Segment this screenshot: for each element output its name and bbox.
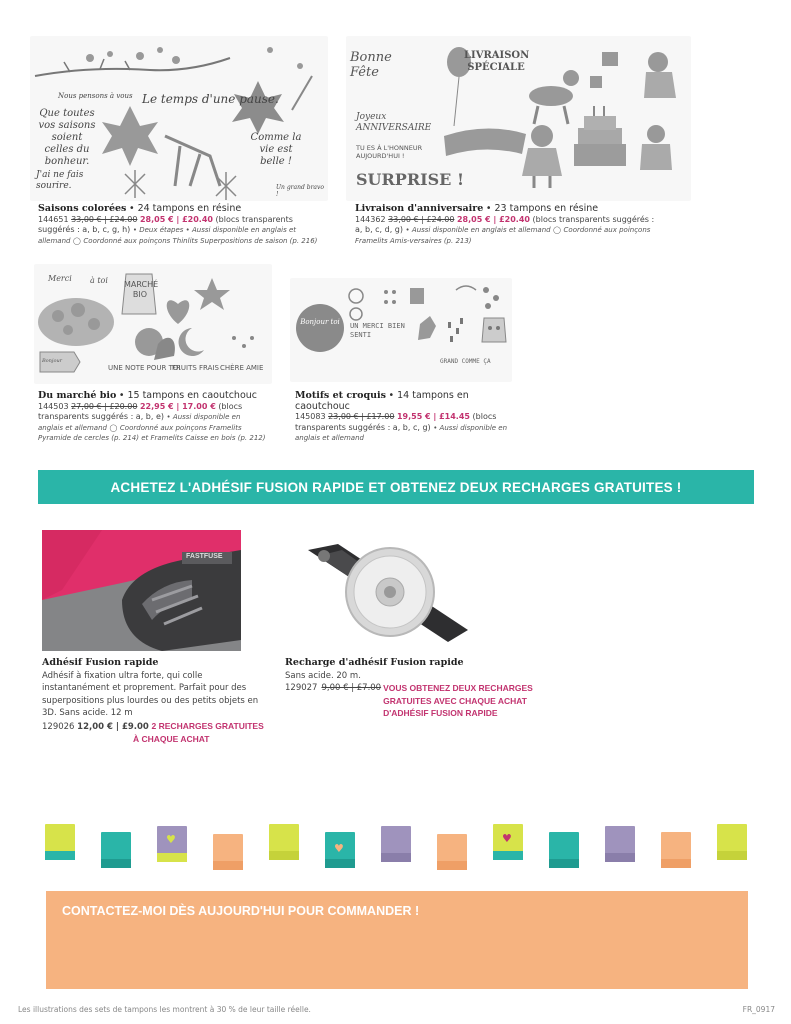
product-adhesif-fusion-rapide xyxy=(42,657,264,746)
product-recharge-fusion-rapide xyxy=(285,657,545,720)
product-name: Saisons colorées xyxy=(38,203,127,214)
stamp-phrase: MARCHÉ BIO xyxy=(124,280,159,299)
card-decoration xyxy=(717,824,747,860)
product-name: Recharge d'adhésif Fusion rapide xyxy=(285,657,464,668)
stamp-phrase: Bonjour xyxy=(42,358,63,364)
product-code: 144503 xyxy=(38,401,69,411)
promo-text: 2 RECHARGES GRATUITES xyxy=(151,720,264,731)
product-coordination: Coordonné aux poinçons Thinlits Superpositions de saison (p. 216) xyxy=(83,236,318,245)
decorative-cards-row xyxy=(0,818,791,878)
card-decoration xyxy=(381,826,411,862)
fast-fuse-photo xyxy=(42,530,241,651)
card-decoration xyxy=(157,826,187,862)
promo-text: VOUS OBTENEZ DEUX RECHARGES xyxy=(383,683,533,693)
device-label: FASTFUSE xyxy=(186,553,223,560)
product-coordination: Coordonné aux poinçons Framelits Amis-versaires (p. 213) xyxy=(355,226,651,245)
heart-icon: ♥ xyxy=(334,842,344,855)
product-code: 129027 xyxy=(285,683,318,693)
product-description: Sans acide. 20 m. xyxy=(285,670,361,681)
stamp-phrase: TU ES À L'HONNEUR AUJOURD'HUI ! xyxy=(356,144,423,160)
promo-text: GRATUITES AVEC CHAQUE ACHAT xyxy=(383,695,527,706)
stamp-phrase: Joyeux ANNIVERSAIRE xyxy=(356,112,432,133)
stamp-phrase: CHÈRE AMIE xyxy=(220,364,264,372)
stamp-phrase: Le temps d'une pause. xyxy=(142,92,279,106)
card-decoration xyxy=(45,824,75,860)
coordinate-icon: ◯ xyxy=(553,226,561,234)
stamp-set-image-motifs-croquis xyxy=(290,278,512,382)
promo-text: À CHAQUE ACHAT xyxy=(133,734,210,744)
product-note: • Aussi disponible en anglais et allemand xyxy=(38,413,241,432)
product-name: Du marché bio xyxy=(38,390,117,401)
old-price: 23,00 € | £17.00 xyxy=(328,412,395,421)
product-count: 24 tampons en résine xyxy=(137,203,242,214)
card-decoration xyxy=(493,824,523,860)
coordinate-icon: ◯ xyxy=(109,423,118,432)
card-decoration xyxy=(437,834,467,870)
card-decoration xyxy=(549,832,579,868)
product-livraison-anniversaire: Livraison d'anniversaire • 23 tampons en résine 144362 33,00 € | £24.00 28,05 € | £20.40 (blocs transparents suggérés : a, b, c, d, g) • Aussi disponible en anglais et allemand ◯ Coordonné aux poinçons Framelits Amis-versaires (p. 213) xyxy=(355,203,655,245)
card-decoration xyxy=(213,834,243,870)
sale-price: 28,05 € | £20.40 xyxy=(139,214,213,224)
product-blocks: (blocs transparents suggérés : a, b, e) xyxy=(38,401,243,421)
coordinate-icon: ◯ xyxy=(73,236,81,245)
card-decoration xyxy=(605,826,635,862)
product-note: • Aussi disponible en anglais et allemand xyxy=(405,226,551,234)
sale-price: 22,95 € | 17.00 € xyxy=(139,401,216,411)
stamp-set-image-marche-bio xyxy=(34,264,272,384)
stamp-phrase: SURPRISE ! xyxy=(356,170,464,189)
product-note: • Deux étapes • Aussi disponible en anglais et allemand xyxy=(38,226,297,245)
old-price: 33,00 € | £24.00 xyxy=(388,214,455,224)
stamp-set-image-saisons xyxy=(30,36,328,201)
stamp-phrase: UNE NOTE POUR TOI xyxy=(108,364,181,372)
heart-icon: ♥ xyxy=(166,833,176,846)
old-price: 33,00 € | £24.00 xyxy=(71,214,138,224)
product-code: 129026 xyxy=(42,721,75,732)
contact-box xyxy=(46,891,748,989)
stamp-phrase: UN MERCI BIEN SENTI xyxy=(350,322,405,339)
product-blocks: (blocs transparents suggérés : a, b, c, g, h) xyxy=(38,214,293,234)
product-du-marche-bio: Du marché bio • 15 tampons en caoutchouc 144503 27,00 € | £20.00 22,95 € | 17.00 € (blocs transparents suggérés : a, b, e) • Aussi disponible en anglais et allemand ◯ Coordonné aux poinçons Framelits Pyramide de cercles (p. 214) et Framelits Caisse en bois (p. 212) xyxy=(38,390,266,442)
product-count: 23 tampons en résine xyxy=(494,203,599,214)
stamp-phrase: Nous pensons à vous xyxy=(58,92,133,100)
card-decoration xyxy=(101,832,131,868)
stamp-phrase: Un grand bravo ! xyxy=(276,184,325,198)
product-blocks: (blocs transparents suggérés : a, b, c, g) xyxy=(295,412,497,432)
stamp-phrase: LIVRAISON SPÉCIALE xyxy=(464,50,530,73)
product-blocks: (blocs transparents suggérés : a, b, c, d, g) xyxy=(355,214,655,234)
product-coordination: Coordonné aux poinçons Framelits Pyramide de cercles (p. 214) et Framelits Caisse en bois (p. 212) xyxy=(38,423,266,442)
sale-price: 19,55 € | £14.45 xyxy=(396,412,470,421)
stamp-phrase: Bonjour toi xyxy=(300,318,340,326)
stamp-phrase: Que toutes vos saisons soient celles du bonheur. xyxy=(38,108,96,167)
product-name: Motifs et croquis xyxy=(295,390,386,401)
product-code: 144651 xyxy=(38,214,69,224)
product-count: 14 tampons en caoutchouc xyxy=(295,390,469,412)
stamp-phrase: FRUITS FRAIS xyxy=(172,364,219,372)
contact-title: CONTACTEZ-MOI DÈS AUJOURD'HUI POUR COMMANDER ! xyxy=(62,904,420,918)
product-code: 144362 xyxy=(355,214,386,224)
footnote: Les illustrations des sets de tampons les montrent à 30 % de leur taille réelle. xyxy=(18,1005,311,1014)
promo-text: D'ADHÉSIF FUSION RAPIDE xyxy=(383,708,498,718)
card-decoration xyxy=(269,824,299,860)
product-name: Livraison d'anniversaire xyxy=(355,203,484,214)
old-price: 27,00 € | £20.00 xyxy=(71,401,138,411)
product-motifs-croquis: Motifs et croquis • 14 tampons en caoutchouc 145083 23,00 € | £17.00 19,55 € | £14.45 (blocs transparents suggérés : a, b, c, g) • Aussi disponible en anglais et allemand xyxy=(295,390,508,442)
stamp-set-image-livraison xyxy=(346,36,691,201)
stamp-phrase: Merci xyxy=(48,274,72,283)
product-saisons-colorees: Saisons colorées • 24 tampons en résine 144651 33,00 € | £24.00 28,05 € | £20.40 (blocs transparents suggérés : a, b, c, g, h) • Deux étapes • Aussi disponible en anglais et allemand ◯ Coordonné aux poinçons Thinlits Superpositions de saison (p. 216) xyxy=(38,203,318,245)
stamp-phrase: à toi xyxy=(90,276,108,285)
stamp-phrase: J'ai ne fais sourire. xyxy=(36,170,84,191)
old-price: 9,00 € | £7.00 xyxy=(321,683,382,693)
card-decoration xyxy=(661,832,691,868)
stamp-phrase: Bonne Fête xyxy=(350,50,392,80)
product-name: Adhésif Fusion rapide xyxy=(42,657,159,668)
stamp-phrase: GRAND COMME ÇA xyxy=(440,358,491,365)
sale-price: 28,05 € | £20.40 xyxy=(456,214,530,224)
product-description: Adhésif à fixation ultra forte, qui colle instantanément et proprement. Parfait pour des superpositions plus lourdes ou des petits objets en 3D. Sans acide. 12 m xyxy=(42,670,259,718)
product-note: • Aussi disponible en anglais et allemand xyxy=(295,423,508,442)
product-count: 15 tampons en caoutchouc xyxy=(127,390,257,401)
heart-icon: ♥ xyxy=(502,832,512,845)
product-code: 145083 xyxy=(295,412,326,421)
card-decoration xyxy=(325,832,355,868)
promo-banner: ACHETEZ L'ADHÉSIF FUSION RAPIDE ET OBTENEZ DEUX RECHARGES GRATUITES ! xyxy=(38,470,754,504)
page-code: FR_0917 xyxy=(742,1005,775,1014)
refill-photo xyxy=(298,530,478,650)
stamp-phrase: Comme la vie est belle ! xyxy=(250,132,302,167)
product-price: 12,00 € | £9.00 xyxy=(77,721,149,732)
